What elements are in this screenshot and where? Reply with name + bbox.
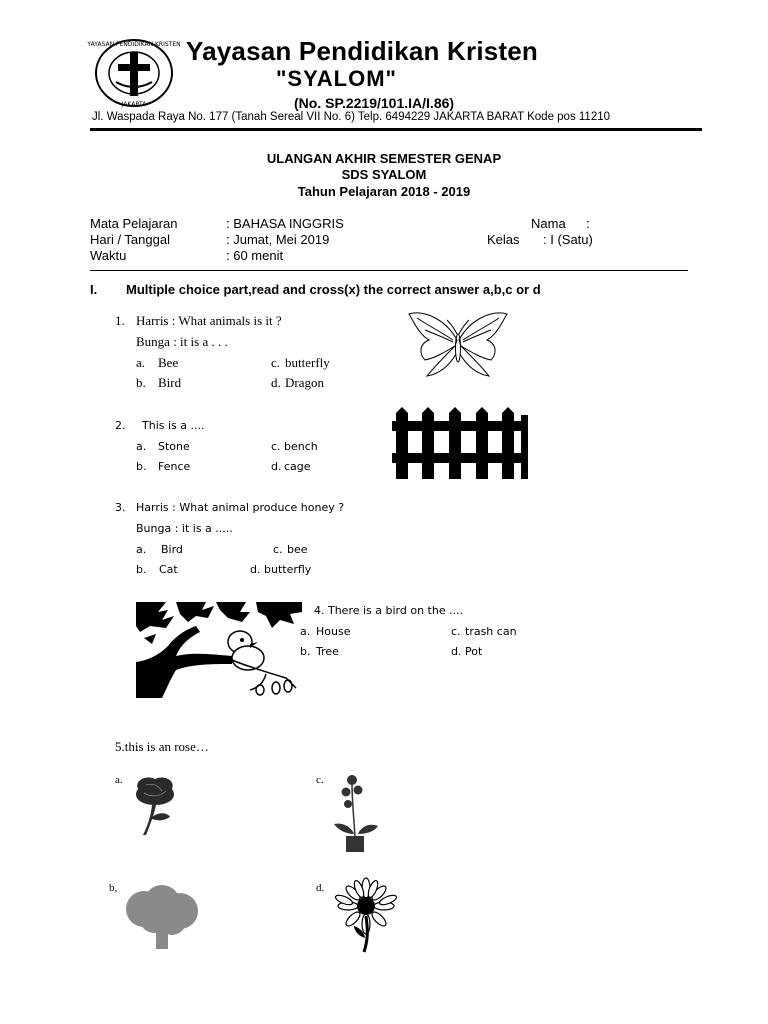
q3-option-text: butterfly (264, 563, 312, 576)
q5-question: 5.this is an rose… (115, 739, 209, 754)
q3-answer-line: Bunga : it is a ..... (136, 522, 233, 535)
bird-on-tree-icon (136, 602, 302, 698)
q4-option-letter: a. (300, 625, 311, 638)
q3-option-letter: d. (250, 563, 261, 576)
date-label: Hari / Tanggal (90, 232, 170, 247)
time-label: Waktu (90, 248, 127, 263)
class-value: : I (Satu) (543, 232, 593, 247)
q2-option-letter: c. (271, 440, 281, 453)
exam-school: SDS SYALOM (341, 167, 427, 182)
exam-year: Tahun Pelajaran 2018 - 2019 (297, 184, 471, 199)
q3-option-text: Bird (161, 543, 183, 556)
q2-option-text: Stone (158, 440, 190, 453)
q1-option-text: Bee (158, 355, 179, 370)
q1-answer-line: Bunga : it is a . . . (136, 334, 228, 349)
q1-option-text: butterfly (285, 355, 330, 370)
q5-option-letter: b, (109, 882, 118, 894)
fence-icon (392, 405, 528, 479)
tree-icon (124, 885, 200, 951)
q4-option-letter: b. (300, 645, 311, 658)
q1-option-letter: c. (271, 355, 281, 370)
q3-number: 3. (115, 501, 126, 514)
q2-question: This is a .... (142, 419, 205, 432)
q4-question: 4. There is a bird on the .... (314, 604, 464, 617)
q5-option-letter: a. (115, 774, 123, 786)
q2-option-letter: a. (136, 440, 147, 453)
q2-option-text: cage (284, 460, 311, 473)
q2-option-letter: d. (271, 460, 282, 473)
name-value: : (586, 216, 590, 231)
q3-question: Harris : What animal produce honey ? (136, 501, 345, 514)
section-instruction: Multiple choice part,read and cross(x) the correct answer a,b,c or d (126, 282, 541, 297)
q4-option-letter: c. (451, 625, 461, 638)
name-label: Nama (531, 216, 566, 231)
org-name: Yayasan Pendidikan Kristen (186, 36, 539, 66)
time-value: : 60 menit (226, 248, 284, 263)
q1-option-letter: a. (136, 355, 146, 370)
subject-value: : BAHASA INGGRIS (226, 216, 344, 231)
q2-option-text: bench (284, 440, 318, 453)
info-divider (90, 270, 688, 271)
svg-text:YAYASAN PENDIDIKAN KRISTEN: YAYASAN PENDIDIKAN KRISTEN (87, 41, 181, 48)
org-address: Jl. Waspada Raya No. 177 (Tanah Sereal VII No. 6) Telp. 6494229 JAKARTA BARAT Kode pos 11210 (92, 111, 611, 123)
q3-option-text: bee (287, 543, 308, 556)
svg-text:* JAKARTA *: * JAKARTA * (116, 101, 152, 108)
q3-option-letter: b. (136, 563, 147, 576)
header-divider (90, 128, 702, 131)
section-number: I. (90, 282, 98, 297)
orchid-pot-icon (330, 772, 382, 854)
exam-title: ULANGAN AKHIR SEMESTER GENAP (266, 151, 502, 166)
date-value: : Jumat, Mei 2019 (226, 232, 330, 247)
logo-seal-icon (87, 38, 181, 108)
q1-option-text: Bird (158, 375, 182, 390)
class-label: Kelas (487, 232, 520, 247)
q4-option-letter: d. (451, 645, 462, 658)
q3-option-letter: c. (273, 543, 283, 556)
q2-number: 2. (115, 419, 126, 432)
q3-option-text: Cat (159, 563, 178, 576)
org-registration: (No. SP.2219/101.IA/I.86) (294, 95, 455, 111)
q4-option-text: trash can (465, 625, 517, 638)
q1-question: Harris : What animals is it ? (136, 313, 282, 328)
q1-option-letter: b. (136, 375, 146, 390)
q5-option-letter: c. (316, 774, 324, 786)
rose-icon (128, 775, 182, 837)
q1-number: 1. (115, 313, 125, 328)
q2-option-text: Fence (158, 460, 191, 473)
q2-option-letter: b. (136, 460, 147, 473)
q5-option-letter: d. (316, 882, 325, 894)
q3-option-letter: a. (136, 543, 147, 556)
sunflower-icon (328, 880, 404, 956)
q1-option-letter: d. (271, 375, 281, 390)
org-sub-name: "SYALOM" (276, 66, 397, 91)
q4-option-text: Pot (465, 645, 483, 658)
q4-option-text: Tree (316, 645, 339, 658)
q1-option-text: Dragon (285, 375, 324, 390)
q4-option-text: House (316, 625, 351, 638)
butterfly-icon (405, 310, 511, 380)
subject-label: Mata Pelajaran (90, 216, 178, 231)
